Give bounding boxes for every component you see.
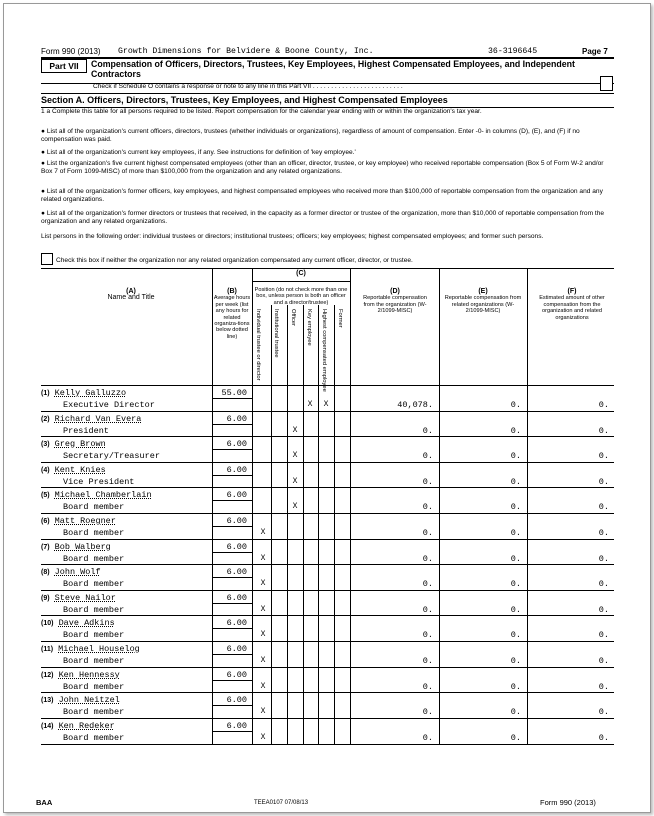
compensation-e: 0.	[510, 451, 521, 462]
compensation-f: 0.	[598, 528, 609, 538]
row-number: (6)	[41, 518, 50, 525]
compensation-f: 0.	[598, 400, 609, 410]
person-title: Board member	[63, 579, 125, 590]
person-name-text: Matt Roegner	[54, 516, 116, 526]
hours-per-week: 6.00	[226, 669, 247, 680]
position-mark: X	[260, 579, 266, 589]
part-vii-header	[41, 57, 614, 84]
footer-baa: BAA	[36, 798, 53, 807]
no-compensation-label: Check this box if neither the organization nor any related organization compensated any current officer, director, or trustee.	[56, 257, 413, 264]
col-b-label: Average hours per week (list any hours for related organiza-tions below dotted line)	[213, 295, 251, 340]
compensation-f: 0.	[598, 476, 609, 487]
compensation-d: 0.	[422, 707, 433, 718]
row-number: (7)	[41, 543, 50, 551]
compensation-d: 0.	[422, 502, 433, 513]
schedule-o-checkbox[interactable]	[600, 76, 613, 91]
position-mark: X	[292, 425, 298, 435]
bullet-current-officers: ● List all of the organization's current officers, directors, trustees (whether individuals or organizations), regardless of amount of compensation. Enter -0- in columns (D), (E), and (F) if no compensation was paid.	[41, 128, 580, 143]
col-c2-label: Institutional trustee	[273, 309, 279, 358]
compensation-d: 0.	[422, 451, 433, 462]
compensation-e: 0.	[510, 656, 521, 666]
position-mark: X	[260, 707, 266, 717]
col-f-label: Estimated amount of other compensation from the organization and related organizations	[539, 295, 605, 321]
col-d-label: Reportable compensation from the organization (W-2/1099-MISC)	[363, 295, 427, 315]
no-compensation-checkbox[interactable]	[41, 253, 53, 265]
row-number: (9)	[41, 594, 50, 602]
person-title: Board member	[63, 732, 125, 743]
part-title: Compensation of Officers, Directors, Trustees, Key Employees, Highest Compensated Employees, and Independent Contractors	[91, 59, 575, 79]
col-b-letter: (B)	[227, 288, 237, 295]
row-number: (8)	[41, 569, 50, 577]
col-d-header	[357, 289, 433, 315]
table-row	[41, 668, 614, 694]
row-number: (4)	[41, 466, 50, 474]
compensation-f: 0.	[598, 732, 609, 743]
compensation-e: 0.	[510, 502, 521, 513]
hours-per-week: 6.00	[226, 516, 247, 526]
row-number: (14)	[41, 722, 54, 730]
hours-per-week: 6.00	[226, 490, 247, 501]
person-name	[41, 695, 120, 705]
position-mark: X	[260, 528, 266, 537]
position-mark: X	[260, 604, 266, 614]
col-b-header	[213, 289, 251, 340]
person-title: Vice President	[63, 476, 135, 487]
compensation-e: 0.	[510, 476, 521, 487]
form-label: Form 990 (2013)	[41, 47, 101, 56]
person-name-text: Richard Van Evera	[54, 413, 142, 424]
ein: 36-3196645	[488, 47, 538, 56]
position-mark: X	[260, 656, 266, 665]
person-name-text: Kent Knies	[54, 464, 106, 475]
section-a-title: Section A. Officers, Directors, Trustees, Key Employees, and Highest Compensated Employees	[41, 93, 614, 108]
position-mark: X	[292, 502, 298, 512]
col-a-letter: (A)	[126, 288, 136, 295]
person-title: President	[63, 425, 109, 436]
person-name-text: Michael Chamberlain	[54, 490, 152, 501]
org-name: Growth Dimensions for Belvidere & Boone County, Inc.	[118, 47, 374, 56]
compensation-d: 0.	[422, 425, 433, 436]
person-name-text: John Neitzel	[58, 695, 120, 706]
hours-dotted-line	[212, 731, 252, 732]
hours-dotted-line	[212, 526, 252, 527]
compensation-e: 0.	[510, 732, 521, 743]
person-name-text: Ken Hennessy	[58, 669, 120, 680]
col-f-header	[535, 289, 609, 321]
hours-dotted-line	[212, 424, 252, 425]
hours-dotted-line	[212, 654, 252, 655]
person-name	[41, 542, 111, 552]
hours-per-week: 6.00	[226, 541, 247, 552]
row-number: (1)	[41, 390, 50, 397]
person-name	[41, 490, 152, 500]
col-c5-label: Highest compensated employee	[321, 309, 327, 392]
col-e-label: Reportable compensation from related organizations (W-2/1099-MISC)	[444, 295, 522, 315]
hours-per-week: 6.00	[226, 592, 247, 603]
hours-per-week: 6.00	[226, 695, 247, 706]
person-title: Secretary/Treasurer	[63, 451, 160, 462]
person-name-text: Michael Houselog	[58, 644, 140, 654]
compensation-f: 0.	[598, 502, 609, 513]
hours-dotted-line	[212, 449, 252, 450]
person-name	[41, 516, 116, 526]
compensation-e: 0.	[510, 707, 521, 718]
hours-dotted-line	[212, 603, 252, 604]
row-number: (5)	[41, 492, 50, 500]
page-number: Page 7	[582, 47, 608, 56]
table-row	[41, 386, 614, 412]
table-row	[41, 540, 614, 566]
col-c-rule	[252, 281, 350, 282]
person-name	[41, 670, 120, 680]
bullet-highest-compensated: ● List the organization's five current highest compensated employees (other than an officer, director, trustee, or key employee) who received reportable compensation (Box 5 of Form W-2 and/or Box 7 of Form 1099-MISC) of more than $100,000 from the organization and any related organizations.	[41, 160, 604, 175]
person-title: Board member	[63, 553, 125, 564]
compensation-table	[41, 268, 614, 745]
col-c3-label: Officer	[290, 309, 296, 326]
table-row	[41, 591, 614, 617]
compensation-f: 0.	[598, 656, 609, 666]
hours-per-week: 6.00	[226, 413, 247, 424]
compensation-d: 0.	[422, 528, 433, 538]
bullet-former-directors: ● List all of the organization's former directors or trustees that received, in the capacity as a former director or trustee of the organization, more than $10,000 of reportable compensation from the organization and any related organizations.	[41, 210, 605, 225]
col-c4-label: Key employee	[306, 309, 312, 346]
hours-per-week: 6.00	[226, 439, 247, 450]
person-title: Board member	[63, 630, 125, 641]
person-title: Board member	[63, 528, 125, 538]
hours-per-week: 6.00	[226, 567, 247, 578]
table-row	[41, 437, 614, 463]
col-c1-label: Individual trustee or director	[255, 309, 261, 381]
position-mark: X	[292, 476, 298, 486]
compensation-f: 0.	[598, 579, 609, 590]
col-c-label: Position (do not check more than one box, unless person is both an officer and a director/trustee)	[254, 287, 348, 306]
table-row	[41, 412, 614, 438]
person-name	[41, 465, 106, 475]
compensation-e: 0.	[510, 400, 521, 410]
compensation-d: 0.	[422, 656, 433, 666]
compensation-f: 0.	[598, 707, 609, 718]
col-e-letter: (E)	[478, 288, 488, 295]
person-title: Board member	[63, 502, 125, 513]
person-name-text: Kelly Galluzzo	[54, 388, 127, 398]
compensation-f: 0.	[598, 451, 609, 462]
person-name-text: Dave Adkins	[58, 618, 115, 629]
position-mark: X	[260, 553, 266, 563]
person-title: Executive Director	[63, 400, 155, 410]
line-1a-text: 1 a Complete this table for all persons required to be listed. Report compensation for the calendar year ending with or within the organization's tax year.	[41, 108, 482, 115]
person-title: Board member	[63, 604, 125, 615]
row-number: (12)	[41, 671, 54, 679]
col-a-header	[101, 289, 161, 302]
col-e-header	[444, 289, 522, 315]
compensation-f: 0.	[598, 425, 609, 436]
person-name	[41, 388, 126, 398]
compensation-d: 0.	[422, 476, 433, 487]
form-page	[3, 3, 651, 813]
person-title: Board member	[63, 681, 125, 692]
person-name-text: Ken Redeker	[58, 720, 115, 731]
bullet-key-employees: ● List all of the organization's current key employees, if any. See instructions for definition of 'key employee.'	[41, 149, 356, 156]
person-name-text: John Wolf	[54, 567, 101, 578]
bullet-former-officers: ● List all of the organization's former officers, key employees, and highest compensated employees who received more than $100,000 of reportable compensation from the organization and any related organizations.	[41, 188, 603, 203]
hours-dotted-line	[212, 577, 252, 578]
compensation-f: 0.	[598, 630, 609, 641]
footer-code: TEEA0107 07/08/13	[254, 800, 309, 806]
compensation-f: 0.	[598, 604, 609, 615]
schedule-o-check-label: Check if Schedule O contains a response or note to any line in this Part VII . . . . . . . . . . . . . . . . . . . . . . . . .	[93, 83, 403, 90]
person-name	[41, 414, 141, 424]
hours-dotted-line	[212, 552, 252, 553]
col-a-label: Name and Title	[107, 294, 155, 302]
compensation-d: 0.	[422, 604, 433, 615]
person-name	[41, 721, 115, 731]
hours-dotted-line	[212, 680, 252, 681]
row-number: (13)	[41, 697, 54, 705]
compensation-f: 0.	[598, 553, 609, 564]
hours-per-week: 6.00	[226, 720, 247, 731]
col-c6-label: Former	[337, 309, 343, 328]
part-label: Part VII	[41, 59, 87, 73]
compensation-d: 0.	[422, 579, 433, 590]
table-row	[41, 693, 614, 719]
row-number: (11)	[41, 646, 54, 653]
table-row	[41, 463, 614, 489]
person-name	[41, 644, 140, 654]
hours-dotted-line	[212, 500, 252, 501]
table-row	[41, 488, 614, 514]
position-mark: X	[260, 630, 266, 640]
position-mark: X	[260, 681, 266, 691]
compensation-e: 0.	[510, 630, 521, 641]
person-name-text: Bob Walberg	[54, 541, 111, 552]
compensation-d: 0.	[422, 681, 433, 692]
col-d-letter: (D)	[390, 288, 400, 295]
table-row	[41, 642, 614, 668]
person-name-text: Greg Brown	[54, 439, 106, 450]
person-title: Board member	[63, 656, 125, 666]
compensation-e: 0.	[510, 425, 521, 436]
compensation-e: 0.	[510, 528, 521, 538]
person-name	[41, 567, 101, 577]
hours-per-week: 55.00	[221, 388, 247, 398]
position-mark: X	[260, 732, 266, 742]
hours-per-week: 6.00	[226, 618, 247, 629]
position-mark: X	[307, 400, 313, 409]
footer-form: Form 990 (2013)	[540, 798, 596, 807]
hours-dotted-line	[212, 398, 252, 399]
compensation-d: 0.	[422, 553, 433, 564]
row-number: (3)	[41, 441, 50, 449]
position-mark: X	[292, 451, 298, 461]
hours-dotted-line	[212, 628, 252, 629]
hours-dotted-line	[212, 475, 252, 476]
row-number: (2)	[41, 415, 50, 423]
compensation-e: 0.	[510, 681, 521, 692]
compensation-e: 0.	[510, 579, 521, 590]
compensation-f: 0.	[598, 681, 609, 692]
col-c-letter: (C)	[296, 270, 306, 277]
table-row	[41, 514, 614, 540]
hours-per-week: 6.00	[226, 464, 247, 475]
compensation-e: 0.	[510, 553, 521, 564]
table-row	[41, 565, 614, 591]
compensation-d: 0.	[422, 732, 433, 743]
person-title: Board member	[63, 707, 125, 718]
col-f-letter: (F)	[567, 288, 577, 295]
person-name	[41, 618, 115, 628]
person-name	[41, 593, 116, 603]
table-row	[41, 616, 614, 642]
table-row	[41, 719, 614, 745]
row-number: (10)	[41, 620, 54, 628]
position-mark: X	[323, 400, 329, 409]
person-name	[41, 439, 106, 449]
person-name-text: Steve Nailor	[54, 592, 116, 603]
hours-dotted-line	[212, 705, 252, 706]
compensation-e: 0.	[510, 604, 521, 615]
order-instructions: List persons in the following order: individual trustees or directors; institutional trustees; officers; key employees; highest compensated employees; and former such persons.	[41, 233, 544, 240]
compensation-d: 40,078.	[397, 400, 433, 410]
compensation-d: 0.	[422, 630, 433, 641]
hours-per-week: 6.00	[226, 644, 247, 654]
